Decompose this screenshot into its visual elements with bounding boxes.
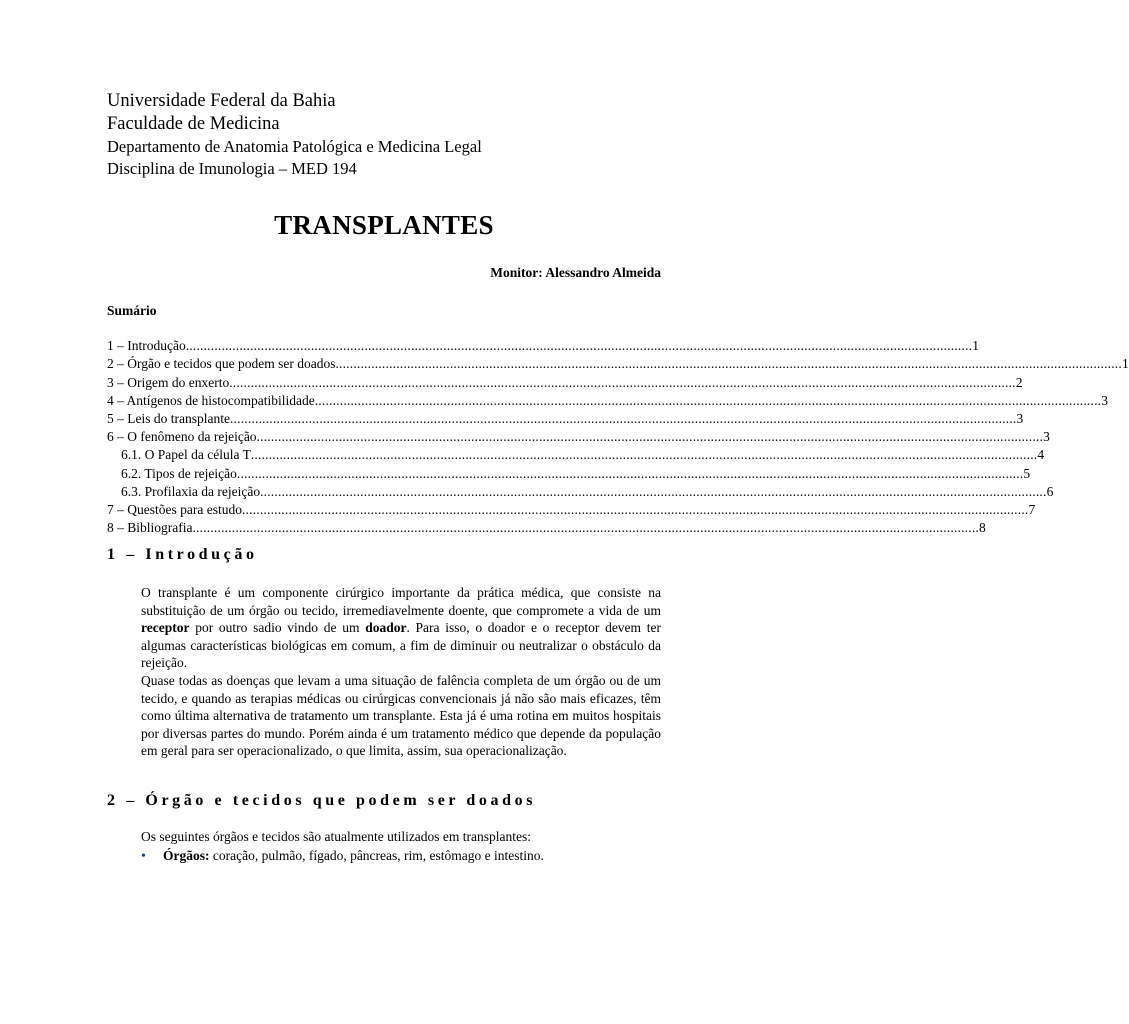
monitor-credit: Monitor: Alessandro Almeida [490, 265, 661, 280]
toc-leader-dots: ............................................................................................................................................................................................................................ [229, 410, 1017, 426]
toc-entry-page: 3 [1016, 410, 1024, 426]
toc-entry-label: 6 – O fenômeno da rejeição [107, 429, 257, 445]
toc-entry[interactable] [107, 391, 1108, 409]
toc-entry-label: 8 – Bibliografia [107, 520, 193, 536]
introduction-paragraph-2: Quase todas as doenças que levam a uma situação de falência completa de um órgão ou de um tecido, e quando as terapias médicas ou cirúrgicas convencionais já não são mais eficazes, têm como última alternativa de tratamento um transplante. Esta já é uma rotina em muitos hospitais por diversas partes do mundo. Porém ainda é um tratamento médico que depende da população em geral para ser operacionalizado, o que limita, assim, sua operacionalização. [141, 672, 661, 759]
intro-text-b: por outro sadio vindo de um [189, 620, 366, 636]
course-name: Disciplina de Imunologia – MED 194 [107, 159, 357, 178]
term-receptor: receptor [141, 620, 190, 636]
toc-entry-page: 1 [1121, 356, 1129, 372]
toc-entry-label: 2 – Órgão e tecidos que podem ser doados [107, 356, 336, 372]
toc-entry-page: 4 [1037, 447, 1045, 463]
toc-entry[interactable] [107, 482, 1054, 500]
toc-entry-label: 6.1. O Papel da célula T [121, 447, 251, 463]
faculty-name: Faculdade de Medicina [107, 114, 280, 134]
toc-entry-label: 1 – Introdução [107, 338, 186, 354]
toc-entry[interactable] [107, 372, 1023, 390]
toc-leader-dots: ............................................................................................................................................................................................................................ [229, 374, 1016, 390]
toc-leader-dots: ............................................................................................................................................................................................................................ [185, 338, 973, 354]
toc-leader-dots: ............................................................................................................................................................................................................................ [335, 356, 1122, 372]
section-heading-introducao: 1 – Introdução [107, 546, 258, 563]
toc-leader-dots: ............................................................................................................................................................................................................................ [314, 392, 1102, 408]
bullet-text: coração, pulmão, fígado, pâncreas, rim, estômago e intestino. [209, 848, 544, 863]
document-title: TRANSPLANTES [274, 210, 494, 240]
toc-leader-dots: ............................................................................................................................................................................................................................ [241, 501, 1029, 517]
toc-entry-page: 3 [1101, 392, 1108, 408]
toc-entry[interactable] [107, 409, 1024, 427]
toc-entry[interactable] [107, 445, 1045, 463]
toc-entry[interactable] [107, 500, 1036, 518]
toc-entry[interactable] [107, 336, 979, 354]
department-name: Departamento de Anatomia Patológica e Medicina Legal [107, 137, 482, 156]
toc-entry-page: 2 [1015, 374, 1023, 390]
toc-entry-label: 5 – Leis do transplante [107, 410, 230, 426]
toc-entry-page: 7 [1028, 501, 1036, 517]
institution-header [107, 90, 482, 180]
toc-entry-label: 6.3. Profilaxia da rejeição [121, 483, 261, 499]
toc-entry-page: 1 [972, 338, 979, 354]
toc-entry-label: 3 – Origem do enxerto [107, 374, 230, 390]
intro-text-a: O transplante é um componente cirúrgico importante da prática médica, que consiste na substituição de um órgão ou tecido, irremediavelmente doente, que compromete a vida de um [141, 585, 661, 618]
bullet-icon: • [141, 849, 146, 864]
intro-text-c: . Para isso, o doador e o receptor devem ter algumas características biológicas em comum, a fim de diminuir ou neutralizar o obstáculo da rejeição. [141, 620, 661, 671]
toc-entry[interactable] [107, 463, 1031, 481]
section2-intro: Os seguintes órgãos e tecidos são atualmente utilizados em transplantes: [141, 829, 532, 844]
toc-entry-page: 8 [978, 520, 986, 536]
bullet-label: Órgãos: [163, 848, 210, 863]
toc-entry-page: 5 [1023, 465, 1031, 481]
toc-entry-label: 6.2. Tipos de rejeição [121, 465, 237, 481]
term-doador: doador [365, 620, 407, 636]
toc-entry[interactable] [107, 518, 986, 536]
university-name: Universidade Federal da Bahia [107, 91, 336, 111]
toc-leader-dots: ............................................................................................................................................................................................................................ [260, 483, 1047, 499]
table-of-contents [107, 336, 1129, 536]
toc-entry-label: 7 – Questões para estudo [107, 501, 242, 517]
toc-entry[interactable] [107, 354, 1129, 372]
toc-leader-dots: ............................................................................................................................................................................................................................ [250, 447, 1038, 463]
toc-leader-dots: ............................................................................................................................................................................................................................ [236, 465, 1024, 481]
toc-entry-label: 4 – Antígenos de histocompatibilidade [107, 392, 315, 408]
summary-heading: Sumário [107, 303, 157, 318]
introduction-paragraph-1 [141, 584, 661, 672]
list-item [141, 847, 661, 866]
toc-leader-dots: ............................................................................................................................................................................................................................ [256, 429, 1044, 445]
introduction-text [141, 584, 661, 760]
toc-entry[interactable] [107, 427, 1050, 445]
toc-entry-page: 3 [1043, 429, 1050, 445]
toc-leader-dots: ............................................................................................................................................................................................................................ [192, 520, 979, 536]
section-heading-orgaos: 2 – Órgão e tecidos que podem ser doados [107, 792, 537, 809]
toc-entry-page: 6 [1046, 483, 1054, 499]
